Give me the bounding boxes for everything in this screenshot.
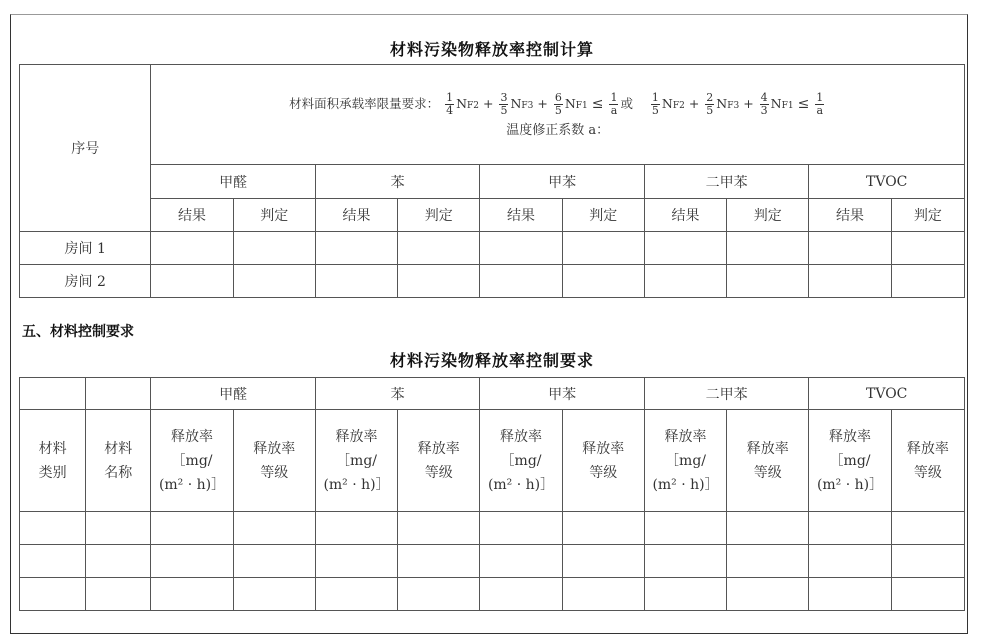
judge-header: 判定 xyxy=(727,199,809,232)
grade-cell[interactable] xyxy=(398,578,480,611)
calc-table xyxy=(19,64,965,298)
pollutant-header: 苯 xyxy=(315,378,480,410)
sub-header-row xyxy=(20,410,965,512)
pollutant-header: TVOC xyxy=(809,378,965,410)
grade-cell[interactable] xyxy=(727,545,809,578)
category-cell[interactable] xyxy=(20,578,86,611)
rate-cell[interactable] xyxy=(151,512,233,545)
name-cell[interactable] xyxy=(86,545,151,578)
release-grade-header: 释放率 等级 xyxy=(891,410,964,512)
rate-cell[interactable] xyxy=(151,578,233,611)
result-header: 结果 xyxy=(644,199,726,232)
grade-cell[interactable] xyxy=(891,578,964,611)
pollutant-header: 甲醛 xyxy=(151,165,316,199)
room-label: 房间 1 xyxy=(20,232,151,265)
judge-cell[interactable] xyxy=(891,232,964,265)
result-cell[interactable] xyxy=(809,265,891,298)
rate-cell[interactable] xyxy=(809,545,891,578)
result-cell[interactable] xyxy=(315,232,397,265)
table-row xyxy=(20,232,965,265)
grade-cell[interactable] xyxy=(562,512,644,545)
release-rate-header: 释放率 ［mg/ (m² · h)］ xyxy=(809,410,891,512)
judge-header: 判定 xyxy=(398,199,480,232)
rate-cell[interactable] xyxy=(809,578,891,611)
grade-cell[interactable] xyxy=(727,512,809,545)
release-grade-header: 释放率 等级 xyxy=(398,410,480,512)
result-header: 结果 xyxy=(480,199,562,232)
rate-cell[interactable] xyxy=(480,545,562,578)
judge-cell[interactable] xyxy=(398,232,480,265)
grade-cell[interactable] xyxy=(727,578,809,611)
rate-cell[interactable] xyxy=(809,512,891,545)
result-cell[interactable] xyxy=(151,265,233,298)
result-cell[interactable] xyxy=(315,265,397,298)
grade-cell[interactable] xyxy=(562,578,644,611)
release-grade-header: 释放率 等级 xyxy=(562,410,644,512)
release-grade-header: 释放率 等级 xyxy=(233,410,315,512)
rate-cell[interactable] xyxy=(644,578,726,611)
release-rate-header: 释放率 ［mg/ (m² · h)］ xyxy=(644,410,726,512)
result-header: 结果 xyxy=(809,199,891,232)
grade-cell[interactable] xyxy=(398,512,480,545)
rate-cell[interactable] xyxy=(480,512,562,545)
grade-cell[interactable] xyxy=(398,545,480,578)
judge-cell[interactable] xyxy=(233,265,315,298)
pollutant-header: 甲醛 xyxy=(151,378,316,410)
section-heading: 五、材料控制要求 xyxy=(22,324,134,340)
release-rate-header: 释放率 ［mg/ (m² · h)］ xyxy=(151,410,233,512)
judge-header: 判定 xyxy=(891,199,964,232)
pollutant-header: TVOC xyxy=(809,165,965,199)
table-row xyxy=(20,578,965,611)
judge-cell[interactable] xyxy=(233,232,315,265)
requirements-table xyxy=(19,377,965,611)
name-cell[interactable] xyxy=(86,512,151,545)
table-row xyxy=(20,512,965,545)
rate-cell[interactable] xyxy=(151,545,233,578)
result-cell[interactable] xyxy=(644,265,726,298)
category-cell[interactable] xyxy=(20,545,86,578)
name-cell[interactable] xyxy=(86,578,151,611)
result-cell[interactable] xyxy=(480,265,562,298)
area-load-formula: 材料面积承载率限量要求： $\frac{1}{4}$ NF2 + $\frac{3}{5}$ NF3 + $\frac{6}{5}$ NF1 ≤ $\frac{1}{a}$ 或 $\frac{1}{5}$ NF2 + $\frac{2}{5}$ NF3 + $\frac{4}{3}$ NF1 ≤ $\frac{1}{a}$ xyxy=(289,90,824,117)
release-grade-header: 释放率 等级 xyxy=(727,410,809,512)
rate-cell[interactable] xyxy=(315,512,397,545)
grade-cell[interactable] xyxy=(891,512,964,545)
result-cell[interactable] xyxy=(151,232,233,265)
result-header: 结果 xyxy=(315,199,397,232)
table-row xyxy=(20,265,965,298)
material-category-header: 材料 类别 xyxy=(20,410,86,512)
rate-cell[interactable] xyxy=(644,545,726,578)
result-cell[interactable] xyxy=(644,232,726,265)
result-header: 结果 xyxy=(151,199,233,232)
pollutant-header: 二甲苯 xyxy=(644,378,809,410)
result-cell[interactable] xyxy=(480,232,562,265)
grade-cell[interactable] xyxy=(562,545,644,578)
category-cell[interactable] xyxy=(20,512,86,545)
judge-cell[interactable] xyxy=(562,265,644,298)
material-name-header: 材料 名称 xyxy=(86,410,151,512)
table1-title: 材料污染物释放率控制计算 xyxy=(389,40,594,59)
pollutant-header: 甲苯 xyxy=(480,378,645,410)
seq-header: 序号 xyxy=(20,65,151,232)
table2-title: 材料污染物释放率控制要求 xyxy=(389,351,594,370)
grade-cell[interactable] xyxy=(233,545,315,578)
judge-cell[interactable] xyxy=(891,265,964,298)
judge-cell[interactable] xyxy=(398,265,480,298)
corner-cell xyxy=(20,378,86,410)
result-cell[interactable] xyxy=(809,232,891,265)
pollutant-header-row xyxy=(20,378,965,410)
release-rate-header: 释放率 ［mg/ (m² · h)］ xyxy=(315,410,397,512)
corner-cell xyxy=(86,378,151,410)
grade-cell[interactable] xyxy=(891,545,964,578)
judge-header: 判定 xyxy=(562,199,644,232)
rate-cell[interactable] xyxy=(315,545,397,578)
pollutant-header: 甲苯 xyxy=(480,165,645,199)
formula-cell xyxy=(151,65,965,165)
rate-cell[interactable] xyxy=(480,578,562,611)
rate-cell[interactable] xyxy=(644,512,726,545)
pollutant-header: 二甲苯 xyxy=(644,165,809,199)
release-rate-header: 释放率 ［mg/ (m² · h)］ xyxy=(480,410,562,512)
pollutant-header: 苯 xyxy=(315,165,480,199)
sub-header-row xyxy=(20,199,965,232)
grade-cell[interactable] xyxy=(233,578,315,611)
grade-cell[interactable] xyxy=(233,512,315,545)
table-row xyxy=(20,545,965,578)
rate-cell[interactable] xyxy=(315,578,397,611)
judge-cell[interactable] xyxy=(727,232,809,265)
judge-cell[interactable] xyxy=(727,265,809,298)
judge-cell[interactable] xyxy=(562,232,644,265)
temp-factor-label: 温度修正系数 a： xyxy=(506,122,610,138)
judge-header: 判定 xyxy=(233,199,315,232)
pollutant-header-row xyxy=(20,165,965,199)
room-label: 房间 2 xyxy=(20,265,151,298)
